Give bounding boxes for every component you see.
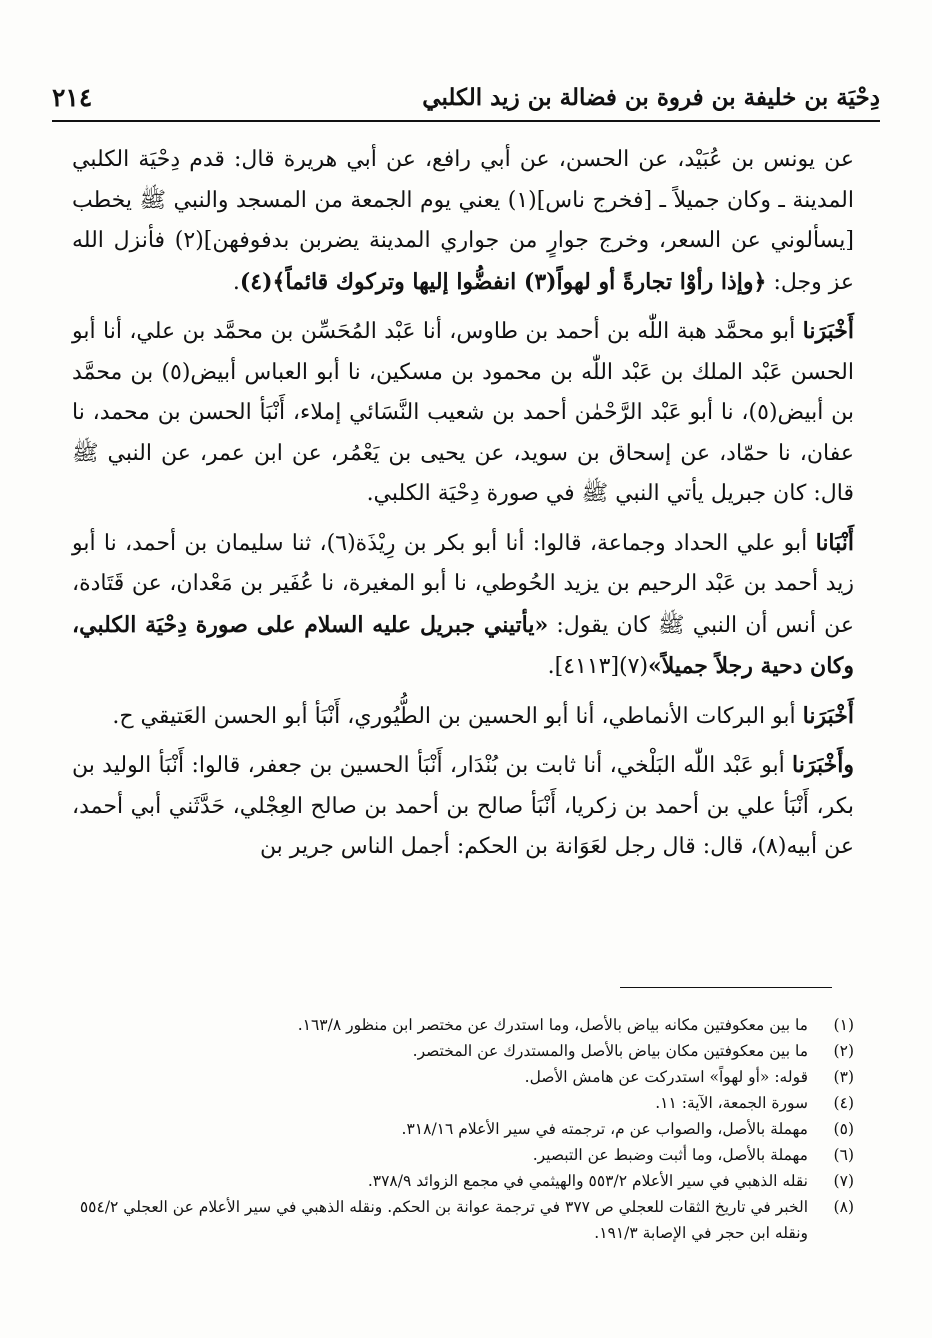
isnad-lead-word: أَخْبَرَنا [802, 318, 854, 344]
footnote-text: نقله الذهبي في سير الأعلام ٥٥٣/٢ والهيثمي في مجمع الزوائد ٣٧٨/٩. [367, 1172, 808, 1190]
footnote-number: (٨) [833, 1198, 854, 1216]
page-number: ٢١٤ [52, 82, 93, 112]
main-text [72, 140, 854, 876]
footnote [72, 1194, 854, 1246]
paragraph [72, 523, 854, 688]
paragraph [72, 311, 854, 515]
hadith-quote: «يأتيني جبريل عليه السلام على صورة دِحْيَة الكلبي، وكان دحية رجلاً جميلاً» [72, 611, 854, 679]
footnote-number: (٢) [833, 1042, 854, 1060]
footnote-number: (٤) [833, 1094, 854, 1112]
paragraph-tail: . [232, 269, 240, 295]
paragraph [72, 745, 854, 868]
footnote [72, 1038, 854, 1064]
footnote [72, 1064, 854, 1090]
footnote [72, 1012, 854, 1038]
footnotes [72, 1012, 854, 1246]
footnote-number: (١) [833, 1016, 854, 1034]
running-title: دِحْيَة بن خليفة بن فروة بن فضالة بن زيد الكلبي [422, 83, 880, 111]
footnote [72, 1090, 854, 1116]
footnote-separator [620, 987, 832, 988]
footnote [72, 1116, 854, 1142]
footnote-text: قوله: «أو لهواً» استدركت عن هامش الأصل. [524, 1068, 808, 1086]
paragraph-text: أبو علي الحداد وجماعة، قالوا: أنا أبو بكر بن رِيْذَة(٦)، ثنا سليمان بن أحمد، نا أبو زيد أحمد بن عَبْد الرحيم بن يزيد الحُوطي، نا أبو المغيرة، نا عُفَير بن مَعْدان، عن قَتَادة، عن أنس أن النبي ﷺ كان يقول: [72, 530, 854, 638]
footnote-text: سورة الجمعة، الآية: ١١. [655, 1094, 808, 1112]
footnote [72, 1142, 854, 1168]
footnote-text: ما بين معكوفتين مكانه بياض بالأصل، وما استدرك عن مختصر ابن منظور ١٦٣/٨. [297, 1016, 808, 1034]
footnote-number: (٥) [833, 1120, 854, 1138]
page-header [52, 74, 880, 122]
paragraph [72, 140, 854, 303]
footnote-number: (٧) [833, 1172, 854, 1190]
footnote-text: مهملة بالأصل، والصواب عن م، ترجمته في سير الأعلام ٣١٨/١٦. [401, 1120, 808, 1138]
isnad-lead-word: أَخْبَرَنا [802, 702, 854, 729]
quran-quote: ﴿وإذا رأوْا تجارةً أو لهواً(٣) انفضُّوا إليها وتركوك قائماً﴾(٤) [239, 268, 767, 295]
isnad-lead-word: وأَخْبَرَنا [792, 752, 854, 778]
isnad-lead-word: أَنْبَانا [815, 529, 855, 556]
footnote-text: الخبر في تاريخ الثقات للعجلي ص ٣٧٧ في ترجمة عوانة بن الحكم. ونقله الذهبي في سير الأعلام عن العجلي ٥٥٤/٢ ونقله ابن حجر في الإصابة ١٩١/٣. [79, 1198, 808, 1242]
footnote-number: (٣) [833, 1068, 854, 1086]
footnote-number: (٦) [833, 1146, 854, 1164]
paragraph-text: أبو عَبْد اللّٰه البَلْخي، أنا ثابت بن بُنْدَار، أَنْبَأ الحسين بن جعفر، قالوا: أَنْبَأ الوليد بن بكر، أَنْبَأ علي بن أحمد بن زكريا، أَنْبَأ صالح بن أحمد بن صالح العِجْلي، حَدَّثَني أبي أحمد، عن أبيه(٨)، قال: قال رجل لعَوَانة بن الحكم: أجمل الناس جرير بن [72, 753, 854, 859]
paragraph [72, 696, 854, 738]
paragraph-tail: (٧)[٤١١٣]. [547, 654, 649, 679]
paragraph-text: عن يونس بن عُبَيْد، عن الحسن، عن أبي رافع، عن أبي هريرة قال: قدم دِحْيَة الكلبي المدينة ـ وكان جميلاً ـ [فخرج ناس](١) يعني يوم الجمعة من المسجد والنبي ﷺ يخطب [يسألوني عن السعر، وخرج جوارٍ من جواري المدينة يضربن بدفوفهن](٢) فأنزل الله عز وجل: [72, 147, 855, 295]
footnote [72, 1168, 854, 1194]
paragraph-text: أبو البركات الأنماطي، أنا أبو الحسين بن الطُّيُوري، أَنْبَأ أبو الحسن العَتيقي ح. [112, 703, 796, 729]
paragraph-text: أبو محمَّد هبة اللّٰه بن أحمد بن طاوس، أنا عَبْد المُحَسِّن بن محمَّد بن علي، أنا أبو الحسن عَبْد الملك بن عَبْد اللّٰه بن محمود بن مسكين، نا أبو العباس أبيض(٥) بن محمَّد بن أبيض(٥)، نا أبو عَبْد الرَّحْمٰن أحمد بن شعيب النَّسَائي إملاء، أَنْبَأ الحسن بن محمد، نا عفان، نا حمّاد، عن إسحاق بن سويد، عن يحيى بن يَعْمُر، عن ابن عمر، عن النبي ﷺ قال: كان جبريل يأتي النبي ﷺ في صورة دِحْيَة الكلبي. [72, 319, 854, 506]
footnote-text: مهملة بالأصل، وما أثبت وضبط عن التبصير. [532, 1146, 808, 1164]
footnote-text: ما بين معكوفتين مكان بياض بالأصل والمستدرك عن المختصر. [412, 1042, 808, 1060]
